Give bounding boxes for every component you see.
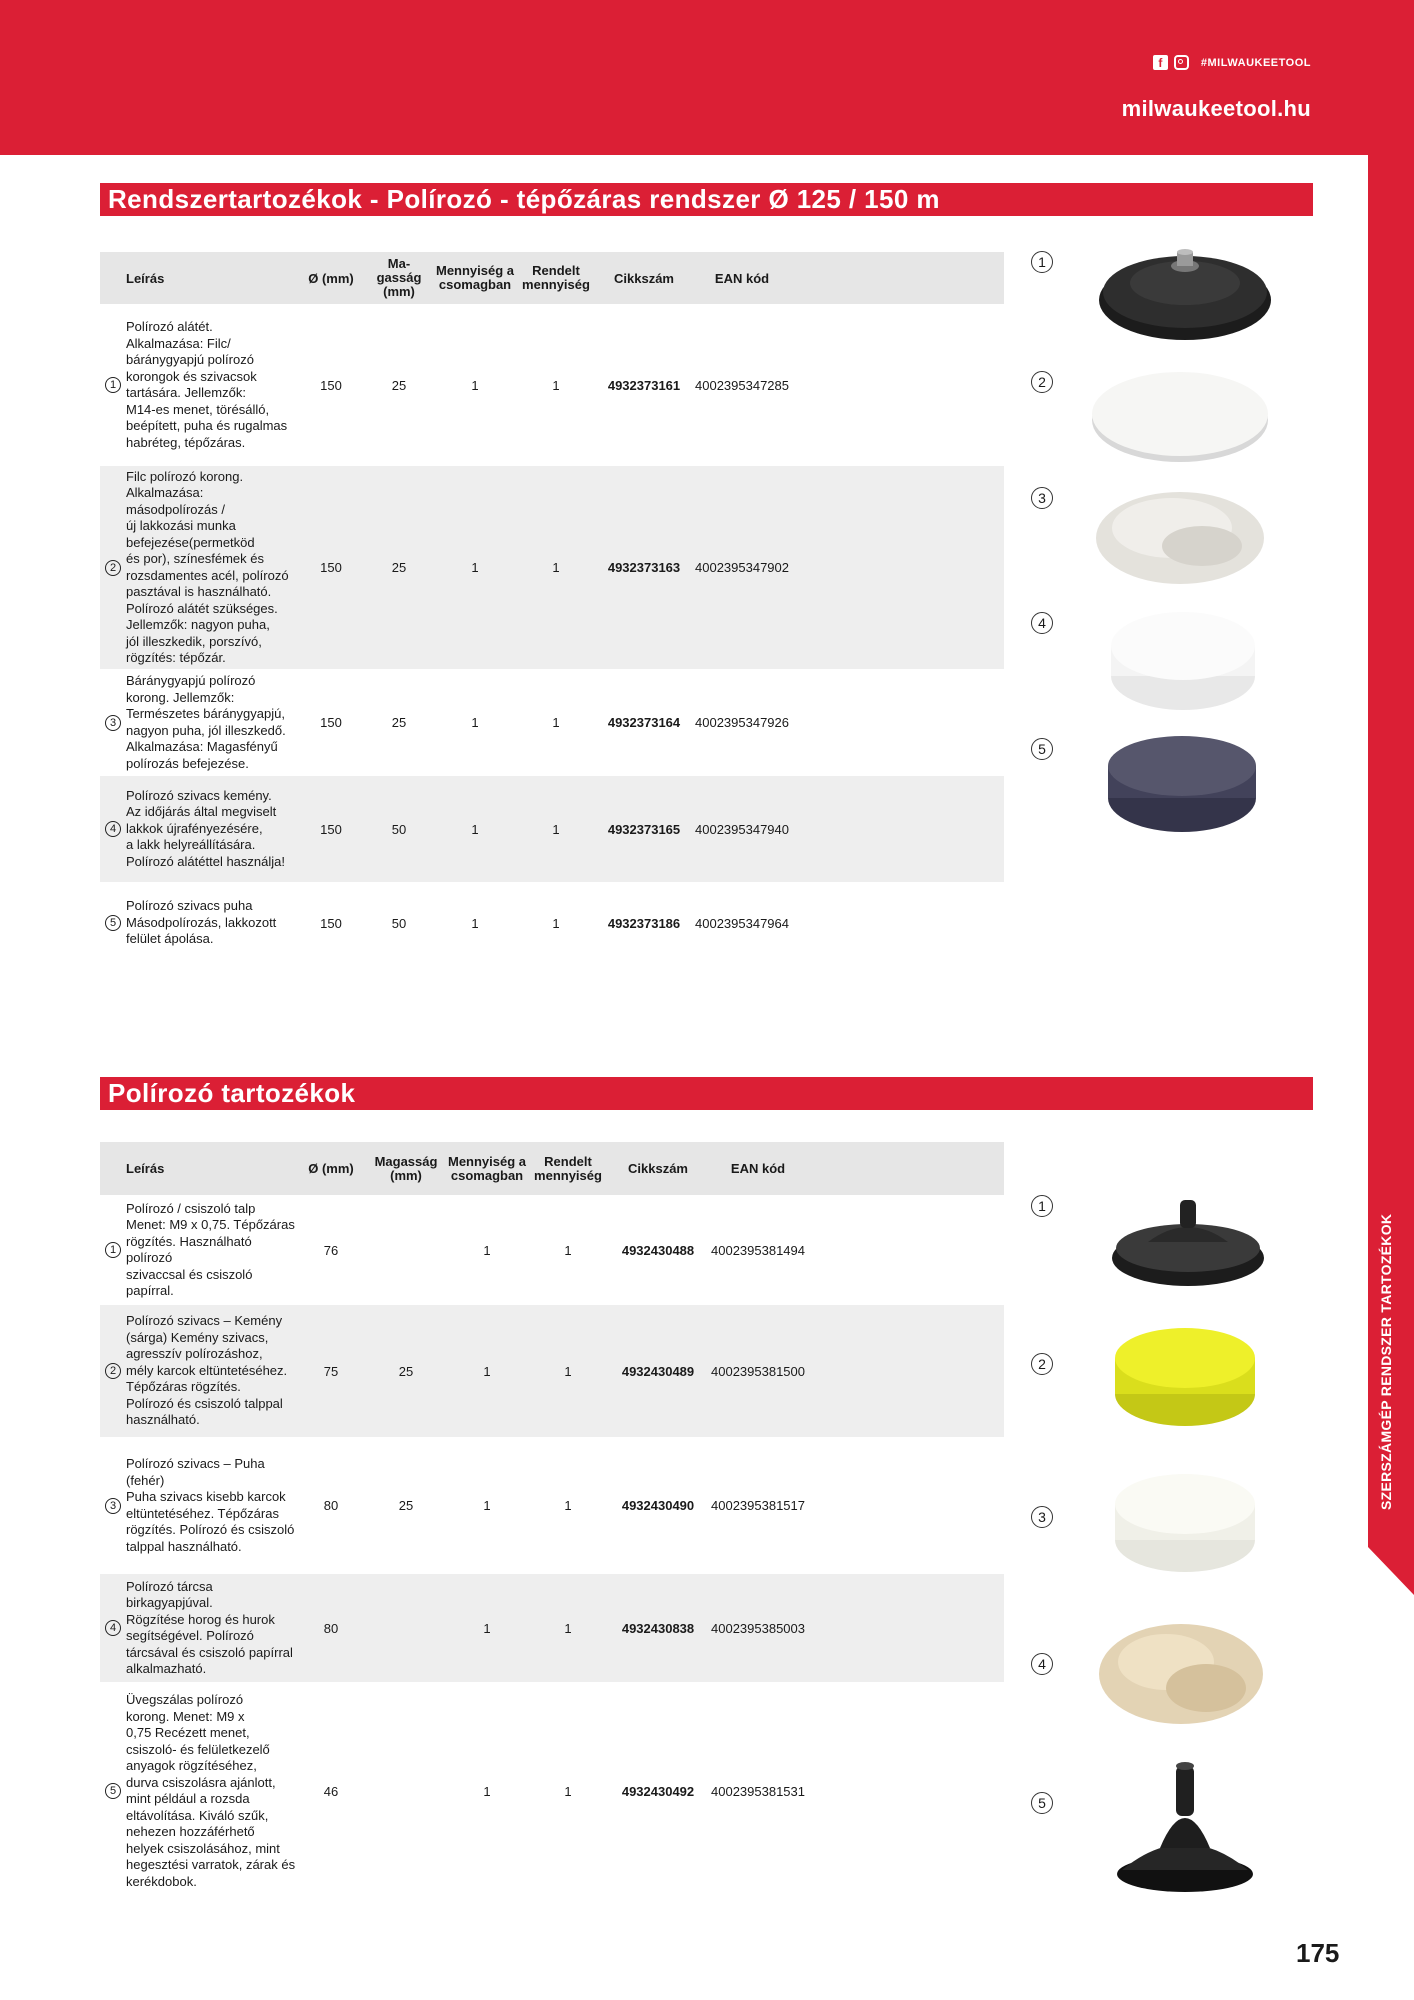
col-desc: Leírás <box>126 1161 165 1176</box>
row-ordered: 1 <box>564 1242 572 1258</box>
row-article: 4932373161 <box>607 377 681 393</box>
row-article: 4932430838 <box>621 1620 695 1636</box>
row-dia: 76 <box>323 1242 339 1258</box>
row-ordered: 1 <box>564 1363 572 1379</box>
row-ean: 4002395381531 <box>711 1783 805 1799</box>
image-number: 2 <box>1031 371 1053 393</box>
table-row <box>100 1574 1004 1682</box>
image-number: 3 <box>1031 487 1053 509</box>
row-ean: 4002395347902 <box>695 560 789 575</box>
col-height: Ma- gasság (mm) <box>376 256 422 299</box>
image-number: 5 <box>1031 1792 1053 1814</box>
row-article: 4932430489 <box>621 1363 695 1379</box>
row-dia: 150 <box>320 915 342 931</box>
felt-disc-image <box>1090 366 1270 466</box>
row-dia: 150 <box>320 715 342 730</box>
row-article: 4932373164 <box>607 715 681 730</box>
row-ean: 4002395347285 <box>695 377 789 393</box>
image-number: 2 <box>1031 1353 1053 1375</box>
row-desc: Polírozó szivacs – Puha (fehér) Puha szivacs kisebb karcok eltüntetéséhez. Tépőzáras rögzítés. Polírozó és csiszoló talppal használható. <box>126 1456 295 1554</box>
col-qty: Mennyiség a csomagban <box>447 1153 527 1183</box>
col-desc: Leírás <box>126 270 165 286</box>
col-article: Cikkszám <box>614 270 674 286</box>
page-number: 175 <box>1296 1938 1340 1968</box>
section1-table <box>100 252 1004 964</box>
wool-bonnet-image <box>1092 480 1268 590</box>
col-dia: Ø (mm) <box>308 1161 354 1176</box>
row-dia: 80 <box>323 1498 339 1513</box>
row-article: 4932430488 <box>621 1242 695 1258</box>
row-qty: 1 <box>483 1783 491 1799</box>
col-article: Cikkszám <box>628 1161 688 1176</box>
table-row <box>100 304 1004 466</box>
row-ean: 4002395347940 <box>695 821 789 837</box>
item-number: 1 <box>105 377 121 393</box>
row-height: 25 <box>391 377 407 393</box>
white-foam-image <box>1110 1466 1260 1576</box>
row-qty: 1 <box>483 1242 491 1258</box>
row-qty: 1 <box>471 377 479 393</box>
row-desc: Polírozó szivacs puha Másodpolírozás, lakkozott felület ápolása. <box>126 898 277 947</box>
row-desc: Polírozó tárcsa birkagyapjúval. Rögzítése horog és hurok segítségével. Polírozó tárcsával és csiszoló papírral alkalmazható. <box>126 1578 293 1676</box>
row-height: 50 <box>391 821 407 837</box>
row-article: 4932373165 <box>607 821 681 837</box>
image-number: 1 <box>1031 251 1053 273</box>
row-height: 50 <box>391 915 407 931</box>
row-ordered: 1 <box>564 1783 572 1799</box>
row-article: 4932373186 <box>607 915 681 931</box>
row-qty: 1 <box>471 821 479 837</box>
site-url[interactable]: milwaukeetool.hu <box>1121 96 1311 121</box>
wool-disc-image <box>1096 1610 1266 1730</box>
row-desc: Polírozó / csiszoló talp Menet: M9 x 0,75. Tépőzáras rögzítés. Használható polírozó szivaccsal és csiszoló papírral. <box>126 1200 295 1298</box>
row-ordered: 1 <box>564 1498 572 1513</box>
section2-table <box>100 1142 1004 1900</box>
item-number: 3 <box>105 1498 121 1514</box>
col-ean: EAN kód <box>714 270 770 286</box>
item-number: 2 <box>105 1363 121 1379</box>
polishing-pad-image <box>1108 1192 1268 1292</box>
item-number: 5 <box>105 1783 121 1799</box>
item-number: 4 <box>105 821 121 837</box>
table-row <box>100 669 1004 776</box>
row-qty: 1 <box>483 1363 491 1379</box>
row-ean: 4002395381494 <box>711 1242 805 1258</box>
table-row <box>100 1305 1004 1437</box>
table-header <box>100 252 1004 304</box>
section2-title: Polírozó tartozékok <box>100 1077 1313 1110</box>
row-qty: 1 <box>483 1620 491 1636</box>
section1-title: Rendszertartozékok - Polírozó - tépőzáras rendszer Ø 125 / 150 m <box>100 183 1313 216</box>
row-qty: 1 <box>471 560 479 575</box>
row-qty: 1 <box>471 715 479 730</box>
item-number: 4 <box>105 1620 121 1636</box>
row-dia: 150 <box>320 377 342 393</box>
table-row <box>100 1195 1004 1305</box>
item-number: 3 <box>105 715 121 731</box>
row-desc: Polírozó alátét. Alkalmazása: Filc/ báránygyapjú polírozó korongok és szivacsok tartására. Jellemzők: M14-es menet, törésálló, beépített, puha és rugalmas habréteg, tépőzáras. <box>126 319 288 450</box>
hard-foam-image <box>1104 728 1260 838</box>
row-ordered: 1 <box>552 821 560 837</box>
row-ean: 4002395381500 <box>711 1363 805 1379</box>
row-desc: Polírozó szivacs kemény. Az időjárás által megviselt lakkok újrafényezésére, a lakk helyreállítására. Polírozó alátéttel használja! <box>126 787 285 869</box>
col-ean: EAN kód <box>730 1161 786 1176</box>
item-number: 2 <box>105 560 121 576</box>
soft-foam-image <box>1108 606 1258 716</box>
row-dia: 46 <box>323 1783 339 1799</box>
row-desc: Filc polírozó korong. Alkalmazása: másodpolírozás / új lakkozási munka befejezése(permetköd és por), színesfémek és rozsdamentes acél, polírozó pasztával is használható. Polírozó alátét szükséges. Jellemzők: nagyon puha, jól illeszkedik, porszívó, rögzítés: tépőzár. <box>126 468 289 665</box>
row-ordered: 1 <box>552 560 560 575</box>
table-row <box>100 776 1004 882</box>
row-ean: 4002395381517 <box>711 1498 805 1513</box>
hashtag: #MILWAUKEETOOL <box>1200 56 1311 69</box>
table-row <box>100 1437 1004 1574</box>
col-height: Magasság (mm) <box>374 1153 438 1183</box>
row-ean: 4002395347926 <box>695 715 789 730</box>
row-height: 25 <box>391 715 407 730</box>
row-height: 25 <box>398 1363 414 1379</box>
row-dia: 150 <box>320 821 342 837</box>
row-height: 25 <box>391 560 407 575</box>
row-height: 25 <box>398 1498 414 1513</box>
row-article: 4932373163 <box>607 560 681 575</box>
row-ordered: 1 <box>552 377 560 393</box>
col-ordered: Rendelt mennyiség <box>534 1153 602 1183</box>
row-ordered: 1 <box>552 915 560 931</box>
fiberglass-disc-image <box>1110 1748 1260 1898</box>
row-dia: 150 <box>320 560 342 575</box>
row-qty: 1 <box>471 915 479 931</box>
col-qty: Mennyiség a csomagban <box>435 263 515 292</box>
row-article: 4932430492 <box>621 1783 695 1799</box>
table-header <box>100 1142 1004 1195</box>
backing-pad-image <box>1095 238 1275 348</box>
row-desc: Polírozó szivacs – Kemény (sárga) Kemény szivacs, agresszív polírozáshoz, mély karcok eltüntetéséhez. Tépőzáras rögzítés. Polírozó és csiszoló talppal használható. <box>126 1313 288 1428</box>
row-dia: 75 <box>323 1363 339 1379</box>
row-ean: 4002395347964 <box>695 915 789 931</box>
row-desc: Báránygyapjú polírozó korong. Jellemzők: Természetes báránygyapjú, nagyon puha, jól illeszkedő. Alkalmazása: Magasfényű polírozás befejezése. <box>126 673 286 771</box>
table-row <box>100 466 1004 669</box>
row-article: 4932430490 <box>621 1498 695 1513</box>
col-ordered: Rendelt mennyiség <box>522 263 590 292</box>
side-label: SZERSZÁMGÉP RENDSZER TARTOZÉKOK <box>1378 1213 1394 1510</box>
image-number: 3 <box>1031 1506 1053 1528</box>
row-desc: Üvegszálas polírozó korong. Menet: M9 x 0,75 Recézett menet, csiszoló- és felületkezelő anyagok rögzítéséhez, durva csiszolásra ajánlott, mint például a rozsda eltávolítása. Kiváló szűk, nehezen hozzáférhető helyek csiszolásához, mint hegesztési varratok, zárak és kerékdobok. <box>126 1692 296 1889</box>
yellow-foam-image <box>1110 1320 1260 1430</box>
row-ean: 4002395385003 <box>711 1620 805 1636</box>
image-number: 4 <box>1031 612 1053 634</box>
row-dia: 80 <box>323 1620 339 1636</box>
image-number: 1 <box>1031 1195 1053 1217</box>
col-dia: Ø (mm) <box>308 270 354 286</box>
image-number: 4 <box>1031 1653 1053 1675</box>
row-qty: 1 <box>483 1498 491 1513</box>
row-ordered: 1 <box>564 1620 572 1636</box>
header-band <box>0 0 1414 155</box>
image-number: 5 <box>1031 738 1053 760</box>
social-links <box>1153 55 1311 70</box>
table-row <box>100 1682 1004 1900</box>
table-row <box>100 882 1004 964</box>
item-number: 5 <box>105 915 121 931</box>
row-ordered: 1 <box>552 715 560 730</box>
instagram-icon[interactable] <box>1174 55 1189 70</box>
facebook-icon[interactable]: f <box>1153 55 1168 70</box>
item-number: 1 <box>105 1242 121 1258</box>
